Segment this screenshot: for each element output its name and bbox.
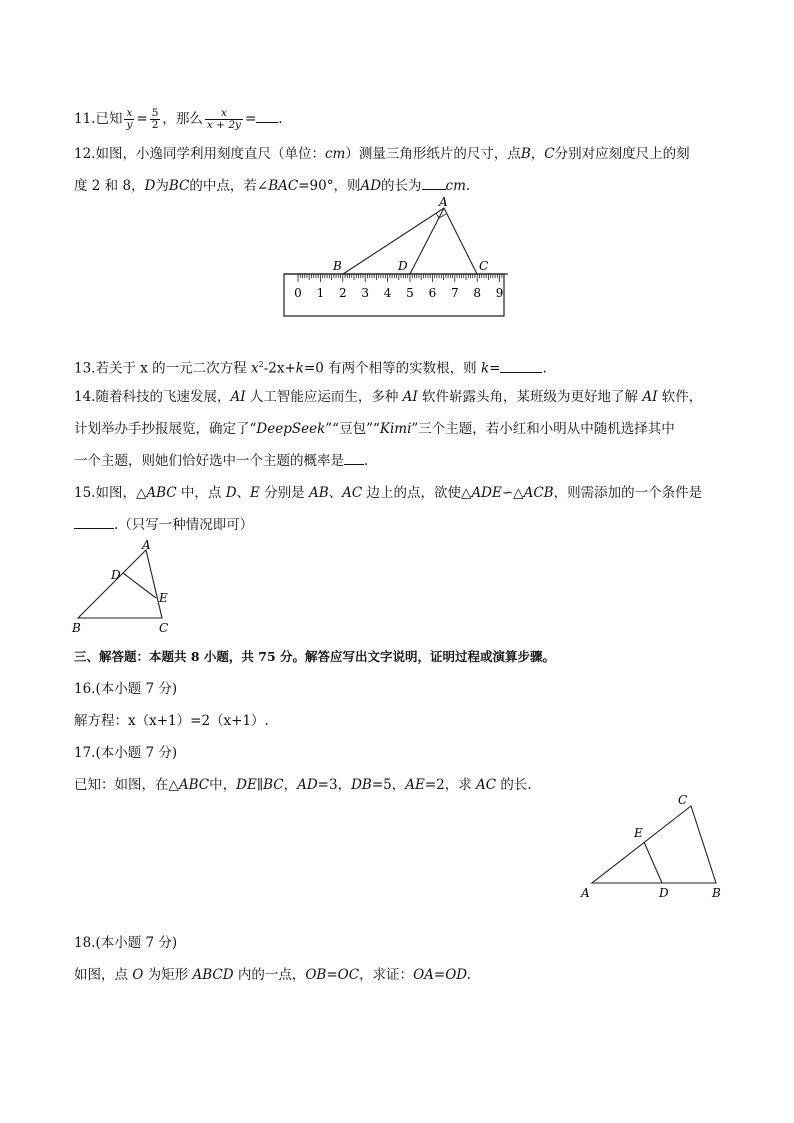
question-12-line-1: 12.如图，小逸同学利用刻度直尺（单位：cm）测量三角形纸片的尺寸，点B，C分别对应刻度尺上的刻: [74, 146, 690, 162]
ruler-number: 7: [450, 286, 459, 300]
question-13: 13.若关于 x 的一元二次方程 $x^2-2x+k=0$ 有两个相等的实数根，则 k= .: [74, 360, 547, 377]
ruler-number: 9: [495, 286, 504, 300]
triangle-abc: [592, 806, 716, 883]
ruler-number: 6: [428, 286, 437, 300]
ruler-triangle-figure: [270, 196, 520, 322]
question-12-line-2: 度 2 和 8，D为BC的中点，若∠BAC=90°，则AD的长为 cm.: [74, 178, 471, 194]
fraction-5-over-2: $\frac{5}{2}$: [151, 107, 159, 131]
label-E: E: [159, 591, 168, 605]
question-16-body: 解方程：x（x+1）=2（x+1）.: [74, 713, 269, 729]
ruler-number: 0: [294, 286, 302, 300]
ruler-number: 1: [316, 286, 325, 300]
answer-blank: [500, 360, 542, 373]
label-C: C: [159, 621, 169, 635]
ruler-number: 4: [383, 286, 392, 300]
ruler-numbers: [294, 286, 503, 300]
question-18-title: 18.(本小题 7 分): [74, 935, 178, 951]
label-A: A: [142, 538, 151, 552]
section-3-heading: 三、解答题：本题共 8 小题，共 75 分。解答应写出文字说明，证明过程或演算步骤。: [74, 649, 556, 664]
answer-blank: [256, 110, 278, 123]
answer-blank: [344, 452, 364, 465]
label-C: C: [479, 259, 489, 273]
question-14-line-2: 计划举办手抄报展览，确定了“DeepSeek”“豆包”“Kimi”三个主题，若小红和小明从中随机选择其中: [74, 421, 675, 437]
ruler-number: 5: [406, 286, 414, 300]
ruler-ticks: [298, 274, 504, 282]
fraction-x-over-x-plus-2y: $\frac{x}{x + 2y}$: [206, 107, 241, 131]
label-B: B: [333, 259, 342, 273]
triangle-sides: [343, 208, 477, 274]
answer-blank: [74, 516, 114, 529]
ruler-number: 8: [473, 286, 482, 300]
fraction-x-over-y: $\frac{x}{y}$: [126, 107, 133, 131]
segment-de: [644, 842, 662, 883]
question-17-title: 17.(本小题 7 分): [74, 745, 178, 761]
question-16-title: 16.(本小题 7 分): [74, 681, 178, 697]
question-14-line-3: 一个主题，则她们恰好选中一个主题的概率是 .: [74, 453, 369, 469]
label-D: D: [659, 886, 669, 900]
label-E: E: [634, 826, 643, 840]
label-B: B: [72, 621, 81, 635]
triangle-adE-figure: [68, 538, 178, 638]
label-C: C: [678, 793, 688, 807]
ruler-number: 2: [338, 286, 347, 300]
question-18-body: 如图，点 O 为矩形 ABCD 内的一点，OB=OC，求证：OA=OD.: [74, 967, 471, 983]
ruler-number: 3: [361, 286, 370, 300]
label-A: A: [439, 196, 448, 209]
label-A: A: [581, 886, 590, 900]
question-15-line-1: 15.如图，△ABC 中，点 D、E 分别是 AB、AC 边上的点，欲使△ADE∽△ACB，则需添加的一个条件是: [74, 485, 703, 501]
question-14-line-1: 14.随着科技的飞速发展，AI 人工智能应运而生，多种 AI 软件崭露头角，某班级为更好地了解 AI 软件，: [74, 389, 703, 405]
label-D: D: [398, 259, 408, 273]
answer-blank: [422, 177, 446, 190]
question-15-line-2: .（只写一种情况即可）: [74, 516, 253, 534]
label-D: D: [111, 568, 121, 582]
question-11: 11.已知 $\frac{x}{y}$ = $\frac{5}{2}$ ，那么 $\frac{x}{x + 2y}$ = .: [74, 107, 283, 131]
triangle-abc: [78, 550, 162, 618]
triangle-abc-de-parallel-figure: [574, 790, 734, 902]
question-17-body: 已知：如图，在△ABC中，DE∥BC，AD=3，DB=5，AE=2，求 AC 的长.: [74, 777, 532, 793]
label-B: B: [712, 886, 721, 900]
segment-de: [123, 573, 156, 598]
